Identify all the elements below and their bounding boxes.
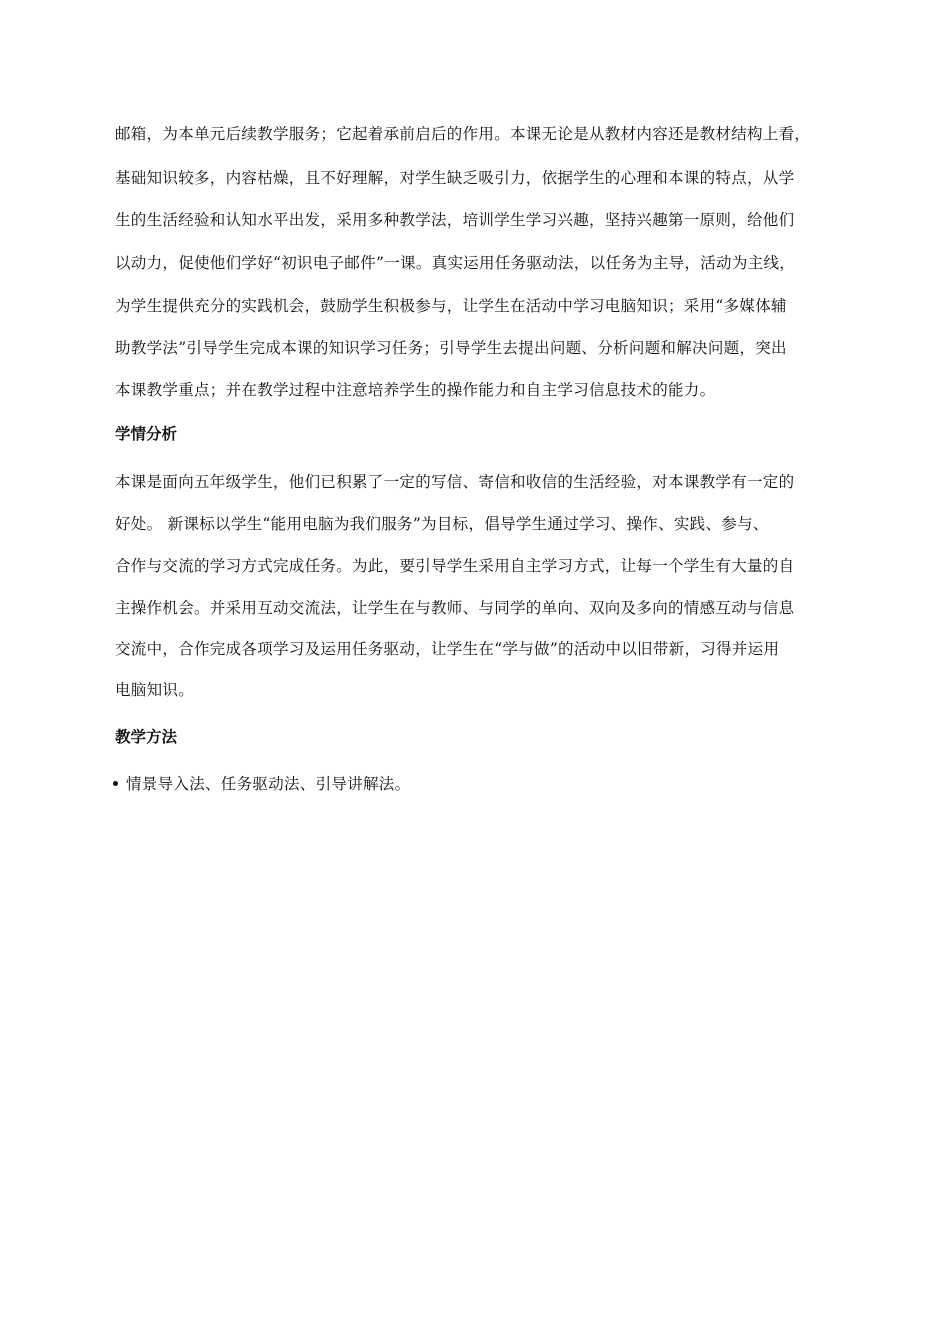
analysis-line-6: 电脑知识。 <box>115 681 195 699</box>
intro-line-4: 以动力，促使他们学好“初识电子邮件”一课。真实运用任务驱动法，以任务为主导，活动为主线， <box>115 254 796 272</box>
intro-line-7: 本课教学重点；并在教学过程中注意培养学生的操作能力和自主学习信息技术的能力。 <box>115 381 716 399</box>
methods-list-item <box>113 774 410 794</box>
intro-line-5: 为学生提供充分的实践机会，鼓励学生积极参与，让学生在活动中学习电脑知识；采用“多媒体辅 <box>115 297 787 315</box>
analysis-heading: 学情分析 <box>115 425 178 443</box>
methods-heading: 教学方法 <box>115 728 178 746</box>
analysis-line-1: 本课是面向五年级学生，他们已积累了一定的写信、寄信和收信的生活经验，对本课教学有一定的 <box>115 473 795 491</box>
intro-line-1: 邮箱，为本单元后续教学服务；它起着承前启后的作用。本课无论是从教材内容还是教材结构上看， <box>115 125 811 143</box>
analysis-line-4: 主操作机会。并采用互动交流法，让学生在与教师、与同学的单向、双向及多向的情感互动与信息 <box>115 599 795 617</box>
intro-line-3: 生的生活经验和认知水平出发，采用多种教学法，培训学生学习兴趣，坚持兴趣第一原则，给他们 <box>115 211 795 229</box>
analysis-line-3: 合作与交流的学习方式完成任务。为此，要引导学生采用自主学习方式，让每一个学生有大量的自 <box>115 557 795 575</box>
intro-line-2: 基础知识较多，内容枯燥，且不好理解，对学生缺乏吸引力，依据学生的心理和本课的特点，从学 <box>115 169 795 187</box>
bullet-icon <box>113 781 118 786</box>
methods-item-text: 情景导入法、任务驱动法、引导讲解法。 <box>126 775 411 793</box>
analysis-line-5: 交流中，合作完成各项学习及运用任务驱动，让学生在“学与做”的活动中以旧带新，习得并运用 <box>115 640 780 658</box>
intro-line-6: 助教学法”引导学生完成本课的知识学习任务；引导学生去提出问题、分析问题和解决问题，突出 <box>115 339 787 357</box>
analysis-line-2: 好处。 新课标以学生“能用电脑为我们服务”为目标，倡导学生通过学习、操作、实践、参与、 <box>115 515 769 533</box>
